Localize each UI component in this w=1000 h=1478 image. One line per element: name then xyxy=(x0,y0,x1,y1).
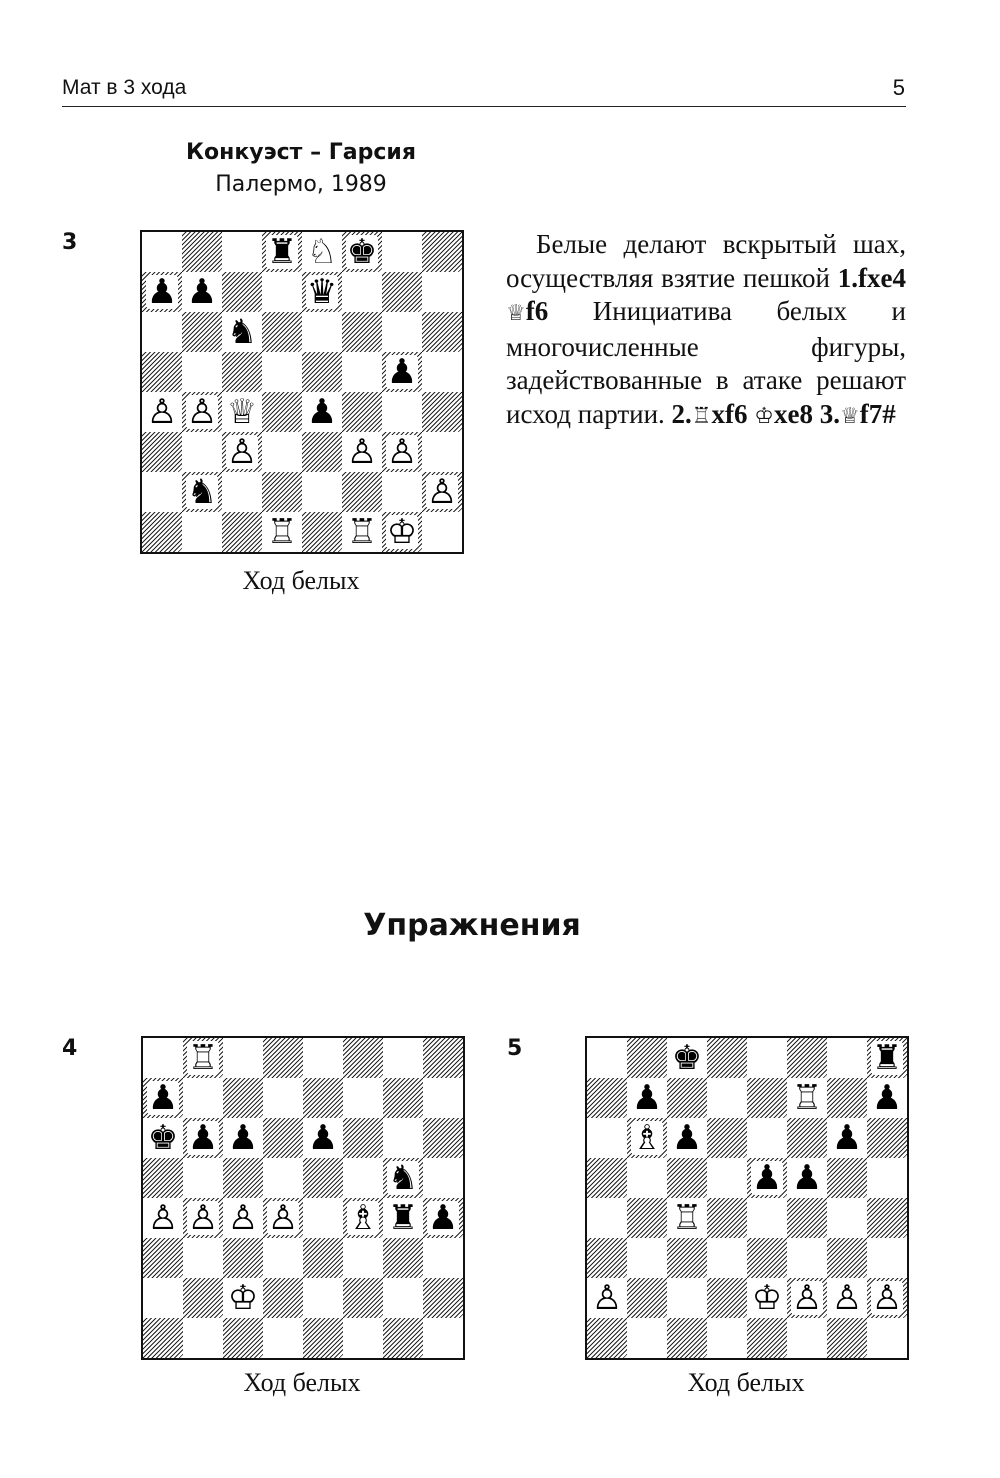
move-2-number: 2. xyxy=(671,398,692,429)
black-rook-icon: ♜ xyxy=(871,1038,903,1078)
square-f5 xyxy=(787,1158,827,1198)
square-b6 xyxy=(182,312,222,352)
white-pawn-icon: ♙ xyxy=(346,432,378,472)
white-pawn-icon: ♙ xyxy=(831,1278,863,1318)
square-c8 xyxy=(667,1038,707,1078)
commentary-text xyxy=(506,228,906,433)
square-h4 xyxy=(867,1198,907,1238)
black-pawn-icon: ♟ xyxy=(791,1158,823,1198)
square-a7 xyxy=(587,1078,627,1118)
board-caption-5: Ход белых xyxy=(687,1368,805,1397)
square-a7 xyxy=(143,1078,183,1118)
square-a6 xyxy=(587,1118,627,1158)
black-pawn-icon: ♟ xyxy=(631,1078,663,1118)
square-f8 xyxy=(343,1038,383,1078)
square-d5 xyxy=(262,352,302,392)
square-c8 xyxy=(222,232,262,272)
square-d7 xyxy=(707,1078,747,1118)
white-pawn-icon: ♙ xyxy=(187,1198,219,1238)
white-bishop-icon: ♗ xyxy=(631,1118,663,1158)
square-d3 xyxy=(707,1238,747,1278)
square-c1 xyxy=(667,1318,707,1358)
white-king-icon: ♔ xyxy=(386,512,418,552)
square-e8 xyxy=(302,232,342,272)
square-c3 xyxy=(667,1238,707,1278)
square-h3 xyxy=(423,1238,463,1278)
black-rook-icon: ♜ xyxy=(266,232,298,272)
square-e4 xyxy=(302,392,342,432)
square-b8 xyxy=(183,1038,223,1078)
game-event: Палермо, 1989 xyxy=(215,172,387,197)
page-number: 5 xyxy=(892,75,905,100)
square-c6 xyxy=(223,1118,263,1158)
chess-board-3 xyxy=(140,230,464,554)
square-b4 xyxy=(183,1198,223,1238)
square-c4 xyxy=(667,1198,707,1238)
move-2: xf6 xyxy=(711,398,748,429)
white-bishop-icon: ♗ xyxy=(347,1198,379,1238)
square-b3 xyxy=(183,1238,223,1278)
square-e1 xyxy=(302,512,342,552)
square-e2 xyxy=(302,472,342,512)
square-d7 xyxy=(262,272,302,312)
square-h3 xyxy=(422,432,462,472)
square-a4 xyxy=(142,392,182,432)
square-f2 xyxy=(787,1278,827,1318)
square-g3 xyxy=(383,1238,423,1278)
square-c2 xyxy=(223,1278,263,1318)
square-d6 xyxy=(263,1118,303,1158)
square-h1 xyxy=(423,1318,463,1358)
diagram-number-5: 5 xyxy=(507,1036,523,1061)
square-e8 xyxy=(303,1038,343,1078)
square-a8 xyxy=(143,1038,183,1078)
white-pawn-icon: ♙ xyxy=(871,1278,903,1318)
square-d3 xyxy=(262,432,302,472)
square-e1 xyxy=(747,1318,787,1358)
square-b6 xyxy=(183,1118,223,1158)
square-c8 xyxy=(223,1038,263,1078)
square-h4 xyxy=(423,1198,463,1238)
square-d6 xyxy=(262,312,302,352)
black-knight-icon: ♞ xyxy=(226,312,258,352)
square-f5 xyxy=(343,1158,383,1198)
square-e6 xyxy=(303,1118,343,1158)
white-rook-icon: ♖ xyxy=(266,512,298,552)
black-king-icon: ♚ xyxy=(147,1118,179,1158)
black-pawn-icon: ♟ xyxy=(146,272,178,312)
square-d8 xyxy=(262,232,302,272)
square-f2 xyxy=(342,472,382,512)
square-b2 xyxy=(183,1278,223,1318)
square-g6 xyxy=(383,1118,423,1158)
square-d2 xyxy=(262,472,302,512)
square-e6 xyxy=(302,312,342,352)
square-b6 xyxy=(627,1118,667,1158)
square-b7 xyxy=(182,272,222,312)
square-g8 xyxy=(383,1038,423,1078)
square-f2 xyxy=(343,1278,383,1318)
white-rook-icon: ♖ xyxy=(187,1038,219,1078)
square-f5 xyxy=(342,352,382,392)
square-h1 xyxy=(867,1318,907,1358)
square-h6 xyxy=(867,1118,907,1158)
black-pawn-icon: ♟ xyxy=(671,1118,703,1158)
square-e8 xyxy=(747,1038,787,1078)
white-rook-icon: ♖ xyxy=(791,1078,823,1118)
square-c7 xyxy=(667,1078,707,1118)
square-f3 xyxy=(342,432,382,472)
square-g1 xyxy=(383,1318,423,1358)
square-g5 xyxy=(827,1158,867,1198)
move-3: f7# xyxy=(859,398,896,429)
square-h8 xyxy=(867,1038,907,1078)
square-c5 xyxy=(223,1158,263,1198)
square-h7 xyxy=(422,272,462,312)
square-f4 xyxy=(787,1198,827,1238)
square-h8 xyxy=(423,1038,463,1078)
square-h2 xyxy=(422,472,462,512)
square-a1 xyxy=(142,512,182,552)
square-e7 xyxy=(303,1078,343,1118)
black-rook-icon: ♜ xyxy=(387,1198,419,1238)
white-king-icon: ♔ xyxy=(227,1278,259,1318)
black-pawn-icon: ♟ xyxy=(307,1118,339,1158)
square-h5 xyxy=(423,1158,463,1198)
square-g1 xyxy=(382,512,422,552)
square-d1 xyxy=(263,1318,303,1358)
square-a5 xyxy=(142,352,182,392)
black-pawn-icon: ♟ xyxy=(186,272,218,312)
square-f4 xyxy=(342,392,382,432)
square-g6 xyxy=(382,312,422,352)
square-g4 xyxy=(382,392,422,432)
square-e4 xyxy=(747,1198,787,1238)
square-b4 xyxy=(182,392,222,432)
square-d6 xyxy=(707,1118,747,1158)
square-a2 xyxy=(587,1278,627,1318)
black-pawn-icon: ♟ xyxy=(427,1198,459,1238)
square-a7 xyxy=(142,272,182,312)
square-h8 xyxy=(422,232,462,272)
square-h5 xyxy=(422,352,462,392)
square-g5 xyxy=(382,352,422,392)
square-h7 xyxy=(423,1078,463,1118)
square-e3 xyxy=(747,1238,787,1278)
square-d5 xyxy=(707,1158,747,1198)
square-e3 xyxy=(302,432,342,472)
square-a8 xyxy=(587,1038,627,1078)
square-d4 xyxy=(262,392,302,432)
square-a6 xyxy=(142,312,182,352)
square-a2 xyxy=(143,1278,183,1318)
square-h6 xyxy=(423,1118,463,1158)
square-h7 xyxy=(867,1078,907,1118)
black-pawn-icon: ♟ xyxy=(306,392,338,432)
square-c7 xyxy=(222,272,262,312)
square-b5 xyxy=(182,352,222,392)
square-a5 xyxy=(143,1158,183,1198)
square-b7 xyxy=(183,1078,223,1118)
square-c5 xyxy=(667,1158,707,1198)
square-f3 xyxy=(787,1238,827,1278)
square-a2 xyxy=(142,472,182,512)
square-h2 xyxy=(867,1278,907,1318)
square-d8 xyxy=(707,1038,747,1078)
square-a4 xyxy=(143,1198,183,1238)
square-d1 xyxy=(707,1318,747,1358)
white-pawn-icon: ♙ xyxy=(146,392,178,432)
square-f1 xyxy=(343,1318,383,1358)
square-e5 xyxy=(747,1158,787,1198)
square-f3 xyxy=(343,1238,383,1278)
square-b2 xyxy=(627,1278,667,1318)
white-pawn-icon: ♙ xyxy=(386,432,418,472)
black-king-icon: ♚ xyxy=(671,1038,703,1078)
white-pawn-icon: ♙ xyxy=(426,472,458,512)
white-pawn-icon: ♙ xyxy=(591,1278,623,1318)
square-b1 xyxy=(627,1318,667,1358)
rook-icon: ♖ xyxy=(691,403,712,429)
white-pawn-icon: ♙ xyxy=(227,1198,259,1238)
square-a4 xyxy=(587,1198,627,1238)
move-1: 1.fxe4 xyxy=(837,262,906,293)
square-b5 xyxy=(183,1158,223,1198)
move-2-reply: xe8 xyxy=(774,398,813,429)
black-pawn-icon: ♟ xyxy=(147,1078,179,1118)
square-g2 xyxy=(827,1278,867,1318)
square-c7 xyxy=(223,1078,263,1118)
square-b3 xyxy=(627,1238,667,1278)
square-f1 xyxy=(342,512,382,552)
square-c2 xyxy=(667,1278,707,1318)
square-d2 xyxy=(707,1278,747,1318)
square-a8 xyxy=(142,232,182,272)
square-a3 xyxy=(587,1238,627,1278)
section-heading: Упражнения xyxy=(363,908,581,943)
square-f7 xyxy=(342,272,382,312)
white-rook-icon: ♖ xyxy=(346,512,378,552)
square-h2 xyxy=(423,1278,463,1318)
white-pawn-icon: ♙ xyxy=(791,1278,823,1318)
square-c1 xyxy=(223,1318,263,1358)
square-a1 xyxy=(143,1318,183,1358)
commentary-intro: Белые делают вскрытый шах, осуществляя взятие пешкой xyxy=(506,229,906,293)
square-c6 xyxy=(222,312,262,352)
square-h6 xyxy=(422,312,462,352)
square-e7 xyxy=(747,1078,787,1118)
square-b1 xyxy=(182,512,222,552)
square-c4 xyxy=(222,392,262,432)
square-g5 xyxy=(383,1158,423,1198)
queen-icon: ♕ xyxy=(840,403,860,429)
square-f8 xyxy=(787,1038,827,1078)
square-g4 xyxy=(827,1198,867,1238)
square-c3 xyxy=(223,1238,263,1278)
square-g7 xyxy=(382,272,422,312)
square-f8 xyxy=(342,232,382,272)
square-d4 xyxy=(707,1198,747,1238)
square-h4 xyxy=(422,392,462,432)
square-f6 xyxy=(342,312,382,352)
square-c6 xyxy=(667,1118,707,1158)
move-3-number: 3. xyxy=(813,398,840,429)
square-g2 xyxy=(382,472,422,512)
square-g8 xyxy=(827,1038,867,1078)
black-knight-icon: ♞ xyxy=(387,1158,419,1198)
move-1-reply: f6 xyxy=(525,296,549,326)
black-king-icon: ♚ xyxy=(346,232,378,272)
white-rook-icon: ♖ xyxy=(671,1198,703,1238)
white-pawn-icon: ♙ xyxy=(226,432,258,472)
square-b1 xyxy=(183,1318,223,1358)
square-f6 xyxy=(343,1118,383,1158)
square-f4 xyxy=(343,1198,383,1238)
square-d3 xyxy=(263,1238,303,1278)
white-knight-icon: ♘ xyxy=(306,232,338,272)
square-e6 xyxy=(747,1118,787,1158)
running-title: Мат в 3 хода xyxy=(62,76,187,99)
square-a1 xyxy=(587,1318,627,1358)
square-d8 xyxy=(263,1038,303,1078)
king-icon: ♔ xyxy=(754,403,775,429)
square-b8 xyxy=(182,232,222,272)
board-caption-3: Ход белых xyxy=(242,566,360,595)
square-c4 xyxy=(223,1198,263,1238)
black-pawn-icon: ♟ xyxy=(386,352,418,392)
diagram-number-4: 4 xyxy=(62,1036,78,1061)
square-a5 xyxy=(587,1158,627,1198)
square-g7 xyxy=(827,1078,867,1118)
square-e2 xyxy=(303,1278,343,1318)
square-c2 xyxy=(222,472,262,512)
square-g3 xyxy=(827,1238,867,1278)
square-b2 xyxy=(182,472,222,512)
square-b4 xyxy=(627,1198,667,1238)
square-h1 xyxy=(422,512,462,552)
square-h5 xyxy=(867,1158,907,1198)
square-d7 xyxy=(263,1078,303,1118)
black-pawn-icon: ♟ xyxy=(751,1158,783,1198)
square-b7 xyxy=(627,1078,667,1118)
black-pawn-icon: ♟ xyxy=(831,1118,863,1158)
square-f7 xyxy=(343,1078,383,1118)
black-pawn-icon: ♟ xyxy=(871,1078,903,1118)
square-b8 xyxy=(627,1038,667,1078)
square-e5 xyxy=(303,1158,343,1198)
diagram-number-3: 3 xyxy=(62,230,78,255)
chess-board-5 xyxy=(585,1036,909,1360)
square-d2 xyxy=(263,1278,303,1318)
black-queen-icon: ♛ xyxy=(306,272,338,312)
board-caption-4: Ход белых xyxy=(243,1368,361,1397)
square-e1 xyxy=(303,1318,343,1358)
square-e3 xyxy=(303,1238,343,1278)
black-knight-icon: ♞ xyxy=(186,472,218,512)
game-players: Конкуэст – Гарсия xyxy=(186,140,416,165)
square-e4 xyxy=(303,1198,343,1238)
white-queen-icon: ♕ xyxy=(226,392,258,432)
square-a3 xyxy=(143,1238,183,1278)
square-h3 xyxy=(867,1238,907,1278)
square-d4 xyxy=(263,1198,303,1238)
square-a3 xyxy=(142,432,182,472)
square-a6 xyxy=(143,1118,183,1158)
square-b5 xyxy=(627,1158,667,1198)
white-king-icon: ♔ xyxy=(751,1278,783,1318)
chess-board-4 xyxy=(141,1036,465,1360)
square-g4 xyxy=(383,1198,423,1238)
square-e7 xyxy=(302,272,342,312)
commentary-body: Инициатива белых и многочисленные фигуры, задействованные в атаке решают исход партии. xyxy=(506,296,906,429)
square-c5 xyxy=(222,352,262,392)
square-g3 xyxy=(382,432,422,472)
queen-icon: ♕ xyxy=(506,301,526,326)
square-g2 xyxy=(383,1278,423,1318)
square-d1 xyxy=(262,512,302,552)
header-rule xyxy=(62,106,906,107)
square-g6 xyxy=(827,1118,867,1158)
square-f6 xyxy=(787,1118,827,1158)
square-e5 xyxy=(302,352,342,392)
square-f7 xyxy=(787,1078,827,1118)
square-g1 xyxy=(827,1318,867,1358)
square-c1 xyxy=(222,512,262,552)
square-d5 xyxy=(263,1158,303,1198)
square-e2 xyxy=(747,1278,787,1318)
square-b3 xyxy=(182,432,222,472)
black-pawn-icon: ♟ xyxy=(187,1118,219,1158)
square-g7 xyxy=(383,1078,423,1118)
square-g8 xyxy=(382,232,422,272)
white-pawn-icon: ♙ xyxy=(186,392,218,432)
white-pawn-icon: ♙ xyxy=(147,1198,179,1238)
square-c3 xyxy=(222,432,262,472)
black-pawn-icon: ♟ xyxy=(227,1118,259,1158)
white-pawn-icon: ♙ xyxy=(267,1198,299,1238)
square-f1 xyxy=(787,1318,827,1358)
